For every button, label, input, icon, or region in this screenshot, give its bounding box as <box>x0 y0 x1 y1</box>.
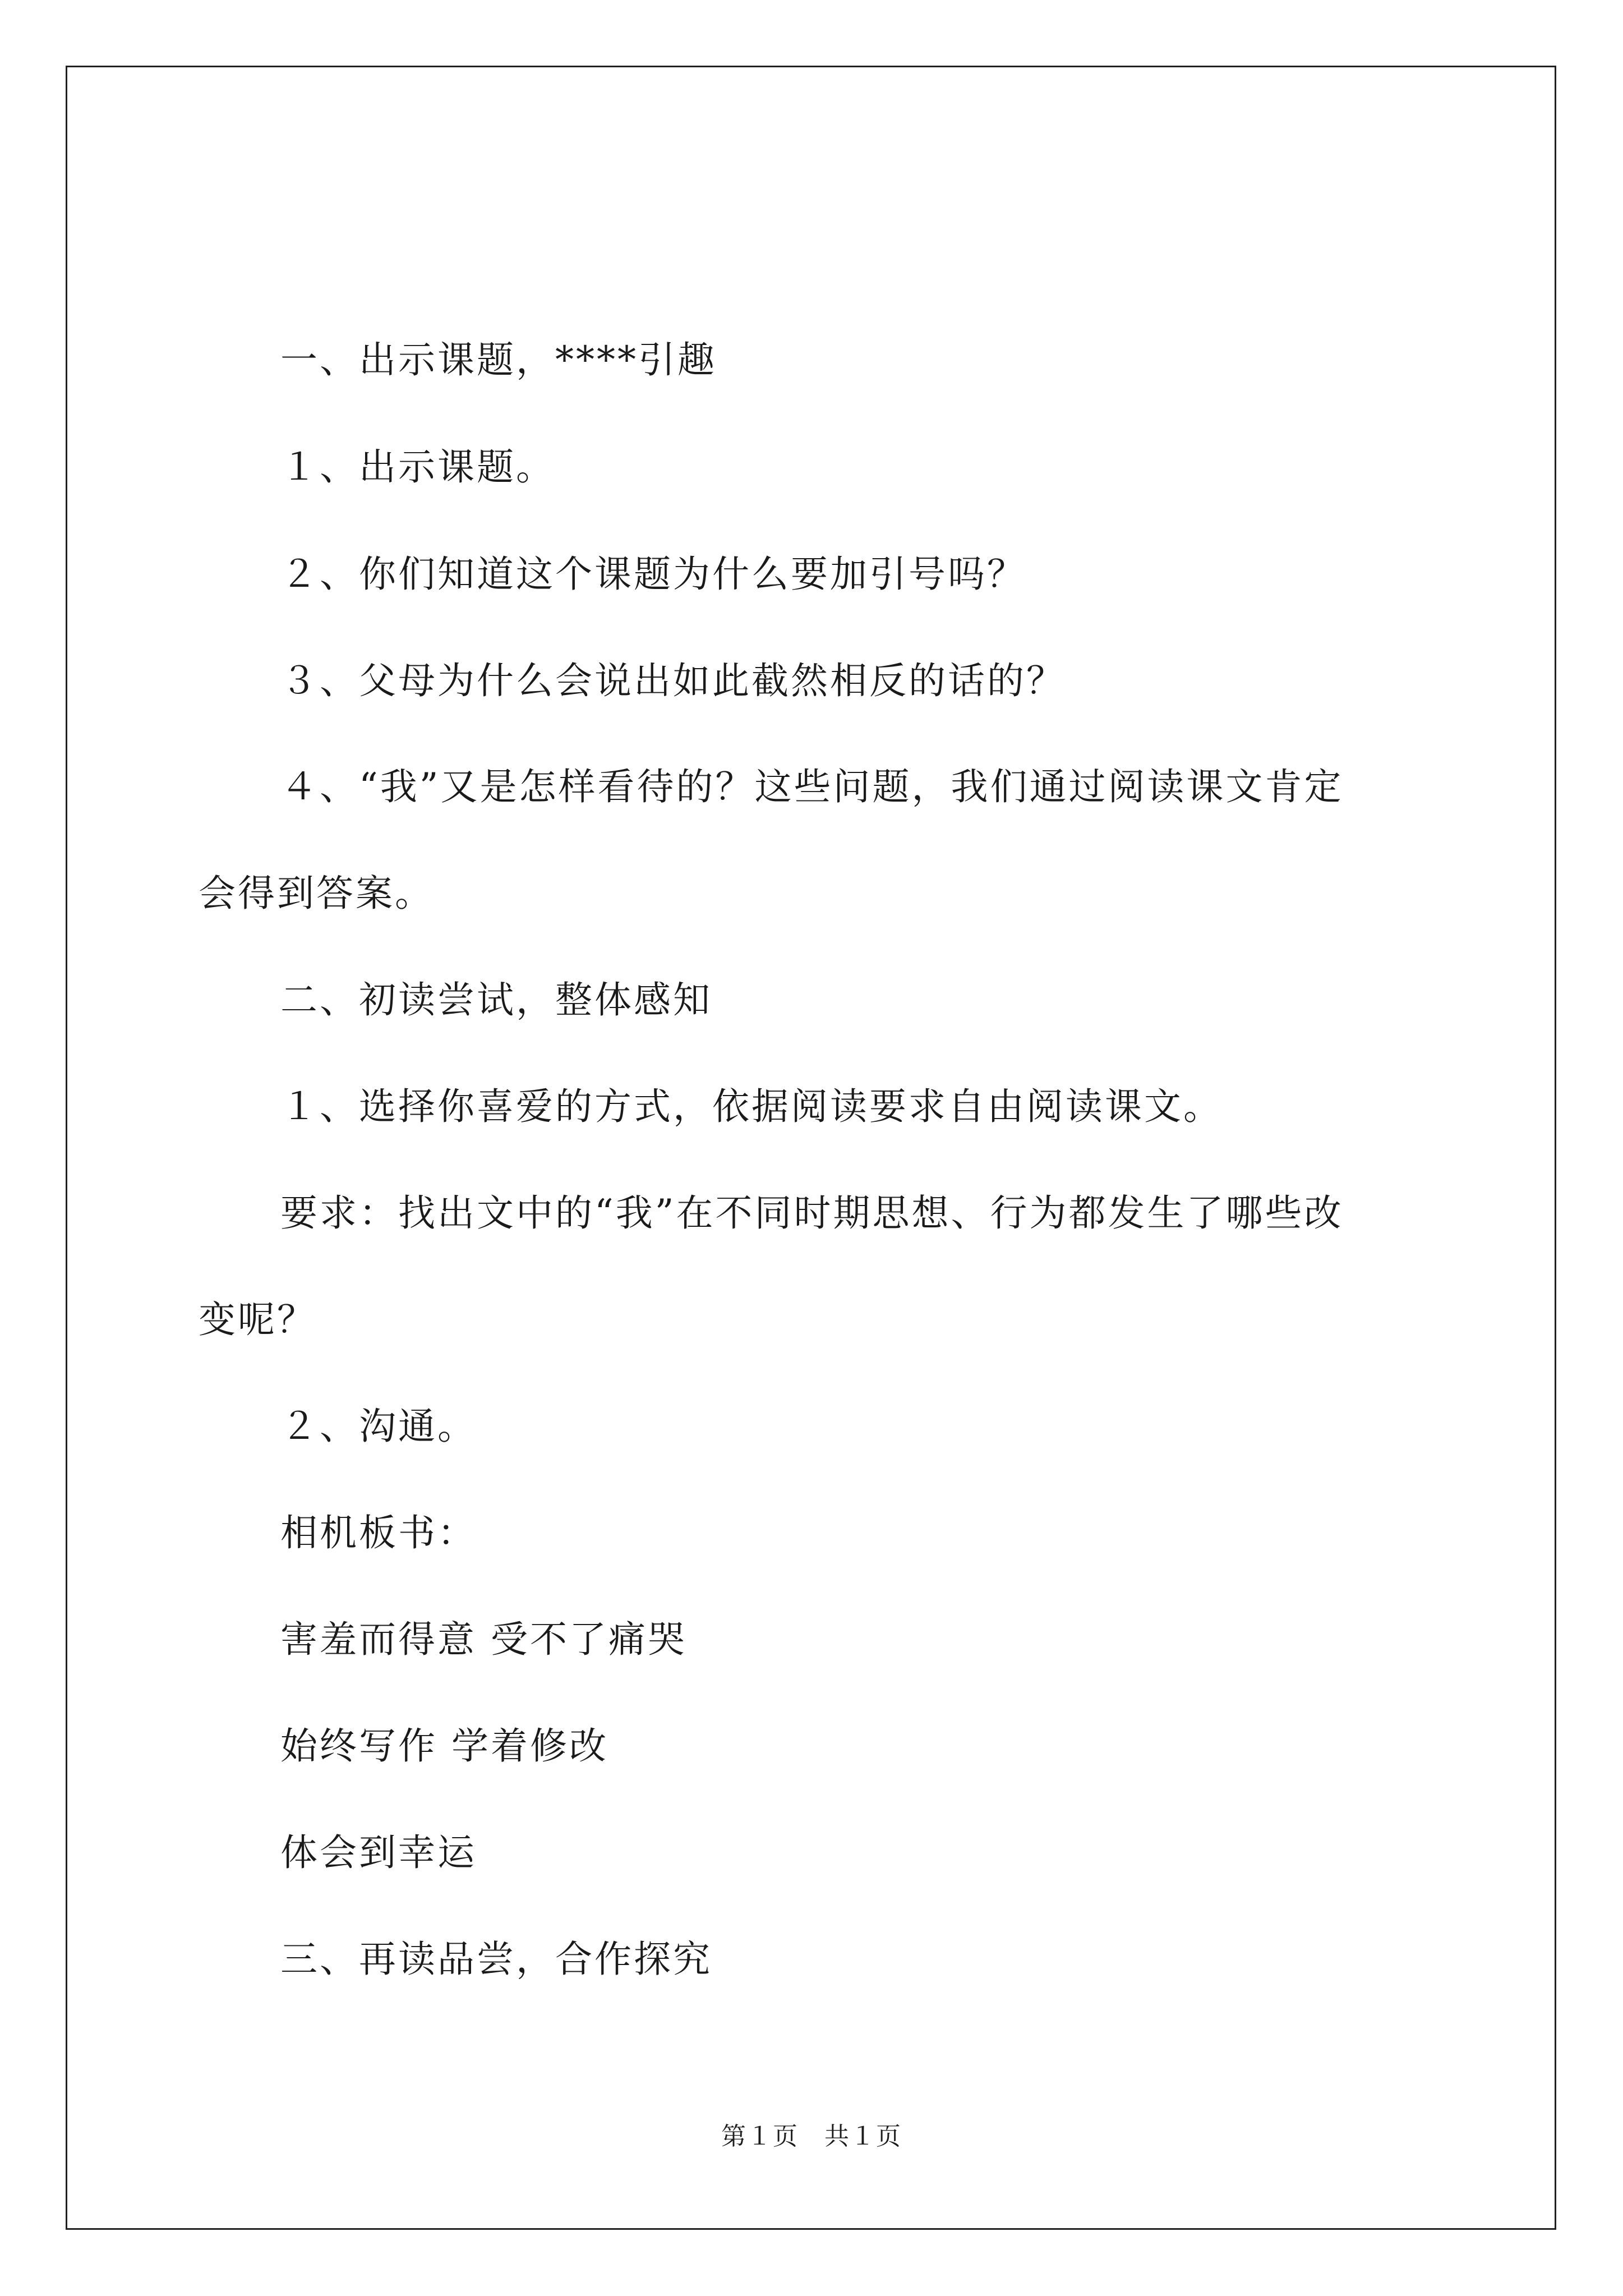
paragraph-item: ３、父母为什么会说出如此截然相反的话的？ <box>280 659 1066 702</box>
blackboard-line: 始终写作 学着修改 <box>280 1724 608 1768</box>
paragraph-continuation: 变呢？ <box>199 1298 316 1341</box>
section-heading-3: 三、再读品尝，合作探究 <box>280 1938 712 1981</box>
paragraph-item: 相机板书： <box>280 1511 477 1554</box>
blackboard-line: 害羞而得意 受不了痛哭 <box>280 1618 687 1661</box>
paragraph-item: ４、“我”又是怎样看待的？这些问题，我们通过阅读课文肯定 <box>280 765 1344 808</box>
blackboard-line: 体会到幸运 <box>280 1831 477 1874</box>
paragraph-item: ２、你们知道这个课题为什么要加引号吗？ <box>280 553 1026 596</box>
paragraph-item: 要求：找出文中的“我”在不同时期思想、行为都发生了哪些改 <box>280 1191 1344 1235</box>
paragraph-item: １、出示课题。 <box>280 445 555 489</box>
section-heading-2: 二、初读尝试，整体感知 <box>280 978 712 1022</box>
paragraph-item: ２、沟通。 <box>280 1405 477 1448</box>
section-heading-1: 一、出示课题，****引趣 <box>280 338 717 381</box>
paragraph-item: １、选择你喜爱的方式，依据阅读要求自由阅读课文。 <box>280 1085 1223 1128</box>
paragraph-continuation: 会得到答案。 <box>199 872 434 915</box>
page-number-footer: 第１页 共１页 <box>721 2122 902 2151</box>
